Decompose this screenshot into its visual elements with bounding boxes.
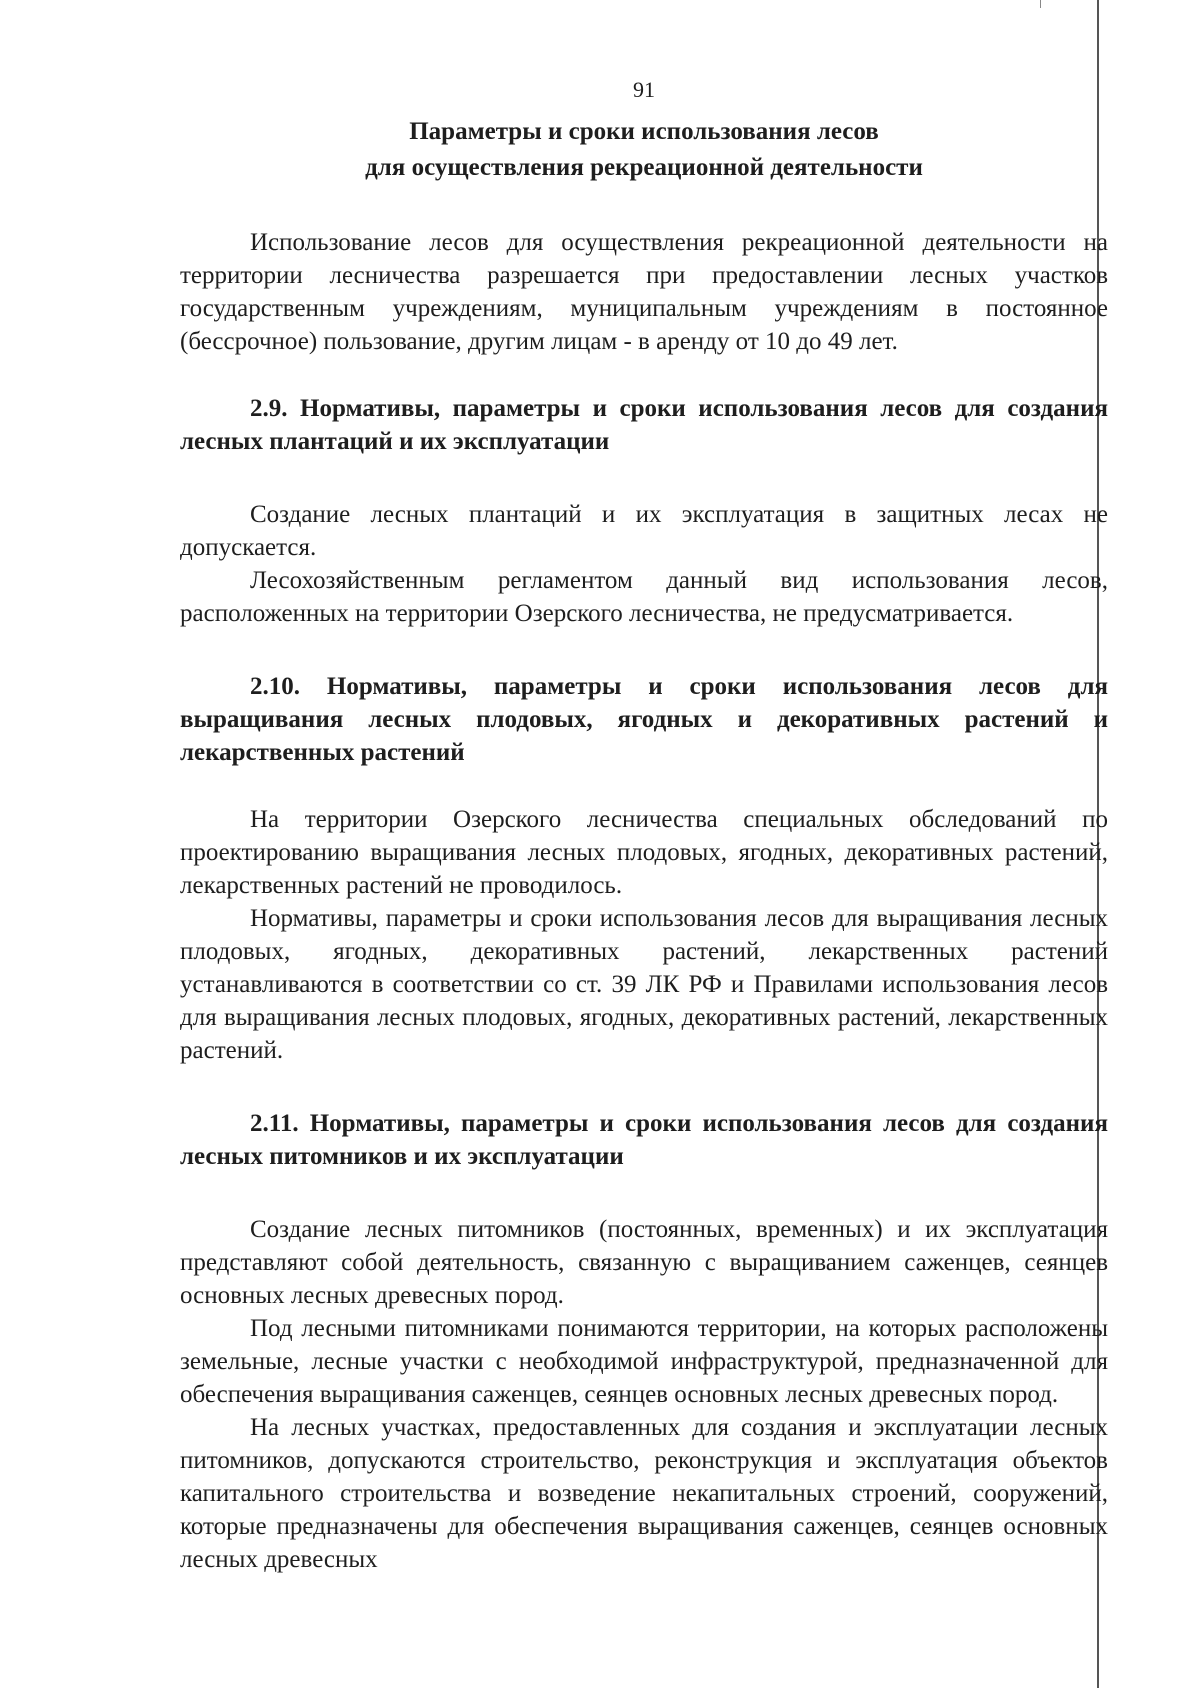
document-page <box>180 72 1108 1576</box>
spacer <box>180 458 1108 498</box>
spacer <box>180 1173 1108 1213</box>
section-2-11-paragraph-3: На лесных участках, предоставленных для создания и эксплуатации лесных питомников, допускаются строительство, реконструкция и эксплуатация объектов капитального строительства и возведение некапитальных строений, сооружений, которые предназначены для обеспечения выращивания саженцев, сеянцев основных лесных древесных <box>180 1414 1108 1573</box>
section-2-10-paragraph-1: На территории Озерского лесничества специальных обследований по проектированию выращивания лесных плодовых, ягодных, декоративных растений, лекарственных растений не проводилось. <box>180 806 1108 899</box>
spacer <box>180 769 1108 803</box>
spacer <box>180 630 1108 670</box>
title-line-1: Параметры и сроки использования лесов <box>409 118 879 145</box>
spacer <box>180 1067 1108 1107</box>
scan-artifact-tick <box>1040 0 1041 8</box>
section-2-9-paragraph-2: Лесохозяйственным регламентом данный вид использования лесов, расположенных на территории Озерского лесничества, не предусматривается. <box>180 567 1108 627</box>
section-2-11-paragraph-2: Под лесными питомниками понимаются территории, на которых расположены земельные, лесные участки с необходимой инфраструктурой, предназначенной для обеспечения выращивания саженцев, сеянцев основных лесных древесных пород. <box>180 1315 1108 1408</box>
section-2-10-heading: 2.10. Нормативы, параметры и сроки использования лесов для выращивания лесных плодовых, ягодных и декоративных растений и лекарственных растений <box>180 673 1108 766</box>
section-2-9-paragraph-1: Создание лесных плантаций и их эксплуатация в защитных лесах не допускается. <box>180 501 1108 561</box>
section-2-11-paragraph-1: Создание лесных питомников (постоянных, временных) и их эксплуатация представляют собой деятельность, связанную с выращиванием саженцев, сеянцев основных лесных древесных пород. <box>180 1216 1108 1309</box>
intro-paragraph: Использование лесов для осуществления рекреационной деятельности на территории лесничества разрешается при предоставлении лесных участков государственным учреждениям, муниципальным учреждениям в постоянное (бессрочное) пользование, другим лицам - в аренду от 10 до 49 лет. <box>180 229 1108 355</box>
section-2-11-heading: 2.11. Нормативы, параметры и сроки использования лесов для создания лесных питомников и их эксплуатации <box>180 1110 1108 1170</box>
spacer <box>180 358 1108 392</box>
spacer <box>180 186 1108 226</box>
section-2-10-paragraph-2: Нормативы, параметры и сроки использования лесов для выращивания лесных плодовых, ягодных, декоративных растений, лекарственных растений устанавливаются в соответствии со ст. 39 ЛК РФ и Правилами использования лесов для выращивания лесных плодовых, ягодных, декоративных растений, лекарственных растений. <box>180 905 1108 1064</box>
page-number: 91 <box>633 77 655 102</box>
title-line-2: для осуществления рекреационной деятельности <box>365 154 923 181</box>
section-2-9-heading: 2.9. Нормативы, параметры и сроки использования лесов для создания лесных плантаций и их эксплуатации <box>180 395 1108 455</box>
